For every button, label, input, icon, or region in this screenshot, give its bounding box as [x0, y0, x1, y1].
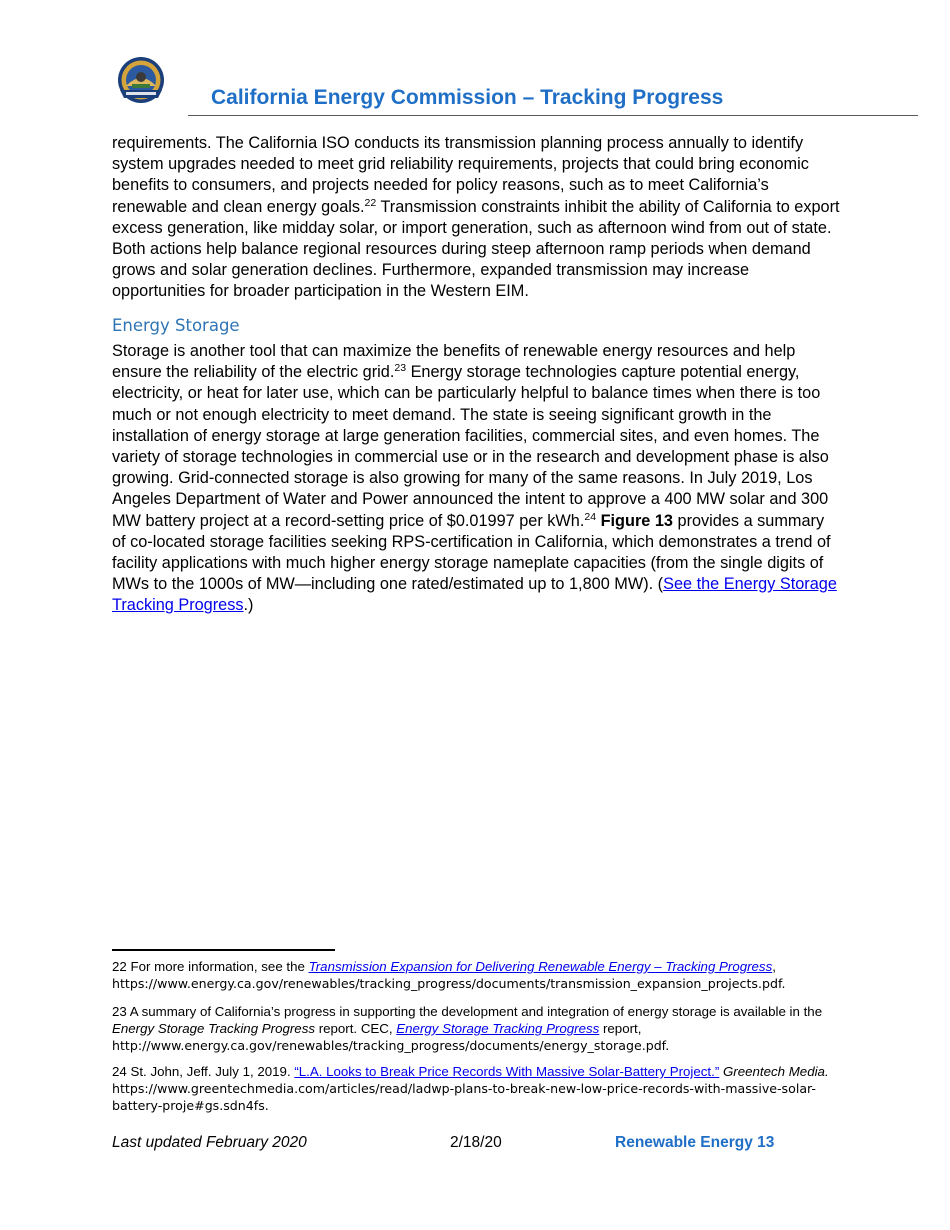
page-header-title: California Energy Commission – Tracking Progress — [211, 86, 724, 109]
footnote-text: report, — [599, 1021, 642, 1036]
paragraph-text: requirements. The California ISO conducts its transmission planning process annually to identify system upgrades needed to meet grid reliability requirements, projects that could bring economic benefits to consumers, and projects needed for policy reasons, such as to meet California’s renewable and clean energy goals. — [112, 134, 809, 216]
footnote-text: A summary of California’s progress in supporting the development and integration of energy storage is available in the — [126, 1004, 823, 1019]
energy-storage-tracking-link[interactable]: See the Energy Storage Tracking Progress — [112, 575, 837, 615]
greentech-article-link[interactable]: “L.A. Looks to Break Price Records With Massive Solar-Battery Project.” — [294, 1064, 720, 1079]
footnote-23 — [112, 1003, 842, 1054]
footnote-number: 24 — [112, 1064, 127, 1079]
footnote-ref-24[interactable]: 24 — [584, 510, 597, 523]
footer-last-updated: Last updated February 2020 — [112, 1134, 307, 1151]
footer-date: 2/18/20 — [450, 1134, 502, 1151]
footnote-24 — [112, 1063, 842, 1114]
footnote-number: 22 — [112, 959, 127, 974]
footnote-text: For more information, see the — [126, 959, 309, 974]
footnote-url: https://www.energy.ca.gov/renewables/tracking_progress/documents/transmission_expansion_projects.pdf. — [112, 976, 786, 991]
footnote-ref-22[interactable]: 22 — [364, 196, 377, 209]
report-title: Energy Storage Tracking Progress — [112, 1021, 315, 1036]
energy-storage-paragraph — [112, 341, 842, 617]
footnote-number: 23 — [112, 1004, 127, 1019]
transmission-paragraph — [112, 133, 842, 303]
footnote-ref-23[interactable]: 23 — [394, 362, 407, 375]
paragraph-text: Energy storage technologies capture potential energy, electricity, or heat for later use, which can be particularly helpful to balance times when there is too much or not enough electricity to meet demand. The state is seeing significant growth in the installation of energy storage at large generation facilities, commercial sites, and even homes. The variety of storage technologies in commercial use or in the research and development phase is also growing. Grid-connected storage is also growing for many of the same reasons. In July 2019, Los Angeles Department of Water and Power announced the intent to approve a 400 MW solar and 300 MW battery project at a record-setting price of $0.01997 per kWh. — [112, 363, 829, 530]
paragraph-text: .) — [243, 596, 254, 615]
publication-name: Greentech Media. — [719, 1064, 829, 1079]
footnote-text: , — [772, 959, 776, 974]
footnote-text: St. John, Jeff. July 1, 2019. — [126, 1064, 295, 1079]
section-heading-energy-storage: Energy Storage — [112, 316, 240, 335]
paragraph-text: provides a summary of co-located storage facilities seeking RPS-certification in California, which demonstrates a trend of facility applications with much higher energy storage nameplate capacities (from the single digits of MWs to the 1000s of MW—including one rated/estimated up to 1,800 MW). ( — [112, 511, 831, 594]
footnote-url: http://www.energy.ca.gov/renewables/tracking_progress/documents/energy_storage.pdf. — [112, 1038, 670, 1053]
figure-reference: Figure 13 — [600, 511, 673, 530]
paragraph-text: Transmission constraints inhibit the ability of California to export excess generation, like midday solar, or import generation, such as afternoon wind from out of state. Both actions help balance regional resources during steep afternoon ramp periods when demand grows and solar generation declines. Furthermore, expanded transmission may increase opportunities for broader participation in the Western EIM. — [112, 197, 840, 301]
transmission-expansion-link[interactable]: Transmission Expansion for Delivering Renewable Energy – Tracking Progress — [308, 959, 773, 974]
footnote-text: report. CEC, — [315, 1021, 397, 1036]
energy-storage-report-link[interactable]: Energy Storage Tracking Progress — [396, 1021, 600, 1036]
california-energy-commission-seal-icon — [112, 56, 170, 106]
footnote-22 — [112, 958, 842, 992]
footnote-url: https://www.greentechmedia.com/articles/read/ladwp-plans-to-break-new-low-price-records-with-massive-solar-battery-proje#gs.sdn4fs. — [112, 1081, 816, 1113]
footnote-divider — [112, 949, 335, 951]
paragraph-text: Storage is another tool that can maximize the benefits of renewable energy resources and help ensure the reliability of the electric grid. — [112, 342, 796, 382]
footer-page-label: Renewable Energy 13 — [615, 1134, 775, 1151]
header-divider — [188, 115, 918, 116]
